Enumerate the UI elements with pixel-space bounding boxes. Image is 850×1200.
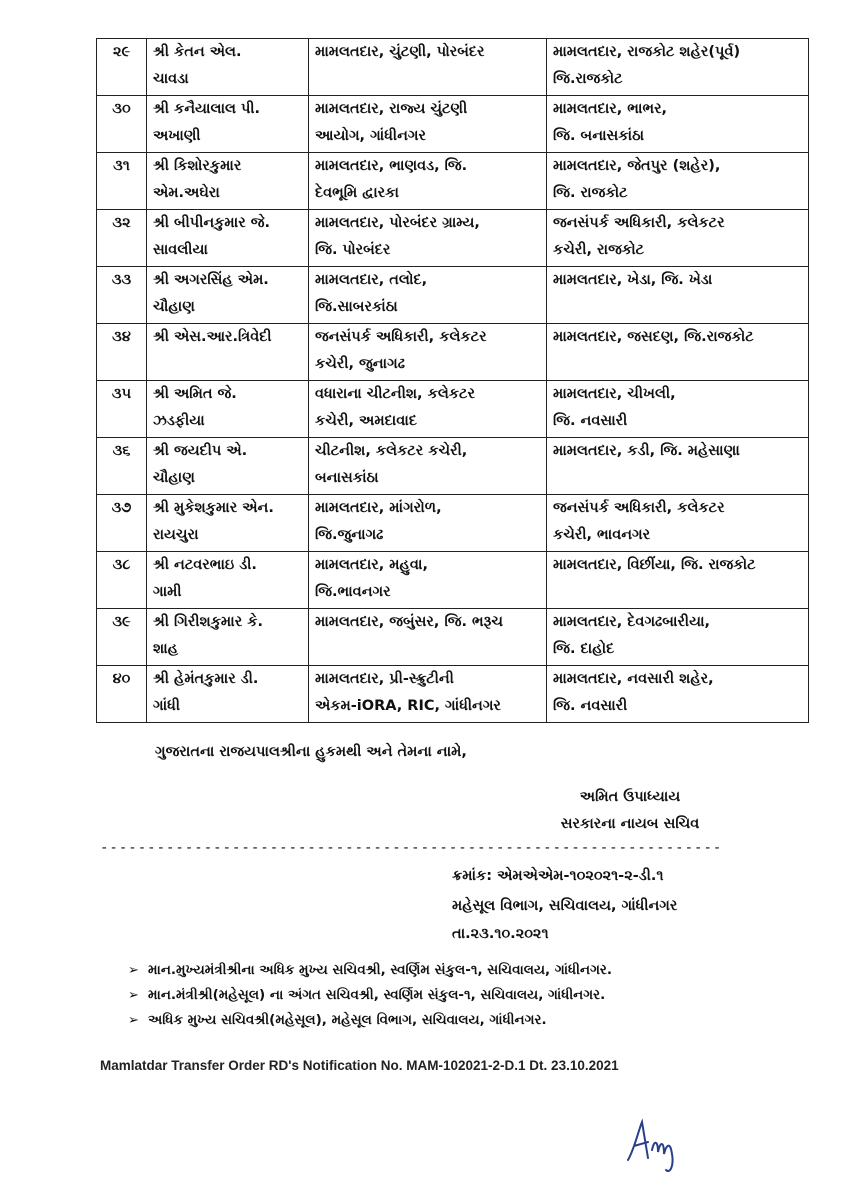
copy-text: માન.મુખ્યમંત્રીશ્રીના અધિક મુખ્ય સચિવશ્રી, સ્વર્ણિમ સંકુલ-૧, સચિવાલય, ગાંધીનગર. [148, 962, 613, 978]
new-post-cell-line: મામલતદાર, ખેડા, જિ. ખેડા [553, 272, 713, 288]
new-post-cell-line: મામલતદાર, જેતપુર (શહેર), [553, 158, 721, 174]
current-post-cell-line: કચેરી, જુનાગઢ [315, 356, 405, 372]
officer-name-cell [147, 210, 309, 267]
officer-name-cell [147, 609, 309, 666]
officer-name-cell-line: શ્રી હેમંતકુમાર ડી. [153, 671, 259, 687]
current-post-cell-line: બનાસકાંઠા [315, 470, 379, 486]
current-post-cell [309, 666, 547, 723]
new-post-cell-line: કચેરી, ભાવનગર [553, 527, 651, 543]
current-post-cell-line: મામલતદાર, મહુવા, [315, 557, 428, 573]
serial-number-cell: ૩૫ [97, 381, 147, 438]
current-post-cell-line: આયોગ, ગાંધીનગર [315, 128, 426, 144]
serial-number-cell: ૩૩ [97, 267, 147, 324]
officer-name-cell [147, 381, 309, 438]
current-post-cell-line: દેવભૂમિ દ્વારકા [315, 185, 399, 201]
new-post-cell-line: જનસંપર્ક અધિકારી, કલેકટર [553, 500, 725, 516]
footer-note: Mamlatdar Transfer Order RD's Notification No. MAM-102021-2-D.1 Dt. 23.10.2021 [100, 1058, 619, 1073]
current-post-cell-line: મામલતદાર, રાજ્ય ચુંટણી [315, 101, 468, 117]
current-post-cell [309, 324, 547, 381]
officer-name-cell-line: રાયચુરા [153, 527, 199, 543]
officer-name-cell-line: ચાવડા [153, 71, 189, 87]
officer-name-cell [147, 552, 309, 609]
signatory-title: સરકારના નાયબ સચિવ [560, 816, 700, 832]
current-post-cell-line: જિ.સાબરકાંઠા [315, 299, 398, 315]
table-row [97, 552, 809, 609]
officer-name-cell-line: અખાણી [153, 128, 201, 144]
current-post-cell-line: મામલતદાર, માંગરોળ, [315, 500, 442, 516]
current-post-cell-line: મામલતદાર, ભાણવડ, જિ. [315, 158, 468, 174]
current-post-cell-line: મામલતદાર, તલોદ, [315, 272, 428, 288]
officer-name-cell-line: શ્રી ગિરીશકુમાર કે. [153, 614, 264, 630]
serial-number-cell: ૩૭ [97, 495, 147, 552]
reference-department: મહેસૂલ વિભાગ, સચિવાલય, ગાંધીનગર [452, 898, 678, 914]
officer-name-cell-line: શ્રી અગરસિંહ એમ. [153, 272, 269, 288]
officer-name-cell-line: શ્રી જયદીપ એ. [153, 443, 248, 459]
officer-name-cell-line: શ્રી કિશોરકુમાર [153, 158, 242, 174]
officer-name-cell [147, 39, 309, 96]
copy-text: અધિક મુખ્ય સચિવશ્રી(મહેસૂલ), મહેસૂલ વિભાગ, સચિવાલય, ગાંધીનગર. [148, 1012, 547, 1028]
current-post-cell-line: મામલતદાર, પ્રી-સ્ક્રુટીની [315, 671, 454, 687]
current-post-cell [309, 210, 547, 267]
new-post-cell [547, 153, 809, 210]
current-post-cell-line: મામલતદાર, ચુંટણી, પોરબંદર [315, 44, 485, 60]
table-row [97, 495, 809, 552]
handwritten-signature [620, 1110, 690, 1180]
serial-number-cell: ૪૦ [97, 666, 147, 723]
serial-number-cell: ૩૪ [97, 324, 147, 381]
new-post-cell [547, 210, 809, 267]
officer-name-cell-line: ચૌહાણ [153, 470, 195, 486]
transfer-table [96, 38, 809, 723]
table-row [97, 153, 809, 210]
current-post-cell-line: એકમ-iORA, RIC, ગાંધીનગર [315, 698, 501, 714]
officer-name-cell [147, 324, 309, 381]
officer-name-cell-line: શ્રી બીપીનકુમાર જે. [153, 215, 270, 231]
reference-number: ક્રમાંક: એમએએમ-૧૦૨૦૨૧-૨-ડી.૧ [452, 868, 664, 884]
officer-name-cell-line: શ્રી કનૈયાલાલ પી. [153, 101, 261, 117]
new-post-cell-line: જિ. દાહોદ [553, 641, 615, 657]
table-row [97, 666, 809, 723]
new-post-cell-line: મામલતદાર, ચીખલી, [553, 386, 676, 402]
order-line: ગુજરાતના રાજયપાલશ્રીના હુકમથી અને તેમના નામે, [155, 744, 467, 760]
current-post-cell-line: જિ.જુનાગઢ [315, 527, 384, 543]
table-row [97, 324, 809, 381]
arrow-bullet-icon: ➢ [128, 963, 139, 978]
current-post-cell-line: જિ.ભાવનગર [315, 584, 391, 600]
new-post-cell [547, 267, 809, 324]
reference-date: તા.૨૩.૧૦.૨૦૨૧ [452, 926, 549, 942]
copy-item [128, 958, 612, 983]
new-post-cell-line: જિ. રાજકોટ [553, 185, 628, 201]
current-post-cell-line: વધારાના ચીટનીશ, કલેકટર [315, 386, 475, 402]
transfer-table-body [97, 39, 809, 723]
table-row [97, 267, 809, 324]
officer-name-cell-line: ગામી [153, 584, 182, 600]
current-post-cell [309, 267, 547, 324]
arrow-bullet-icon: ➢ [128, 988, 139, 1003]
new-post-cell-line: મામલતદાર, રાજકોટ શહેર(પૂર્વ) [553, 44, 741, 60]
table-row [97, 438, 809, 495]
current-post-cell-line: જિ. પોરબંદર [315, 242, 391, 258]
officer-name-cell-line: શ્રી કેતન એલ. [153, 44, 242, 60]
officer-name-cell-line: એમ.અઘેરા [153, 185, 220, 201]
new-post-cell [547, 666, 809, 723]
new-post-cell [547, 96, 809, 153]
new-post-cell-line: મામલતદાર, જસદણ, જિ.રાજકોટ [553, 329, 754, 345]
officer-name-cell-line: શ્રી એસ.આર.ત્રિવેદી [153, 329, 272, 345]
serial-number-cell: ૩૦ [97, 96, 147, 153]
table-row [97, 39, 809, 96]
current-post-cell-line: જનસંપર્ક અધિકારી, કલેકટર [315, 329, 487, 345]
table-row [97, 609, 809, 666]
officer-name-cell-line: શ્રી મુકેશકુમાર એન. [153, 500, 274, 516]
current-post-cell [309, 153, 547, 210]
serial-number-cell: ૩૯ [97, 609, 147, 666]
officer-name-cell [147, 153, 309, 210]
current-post-cell [309, 609, 547, 666]
current-post-cell [309, 552, 547, 609]
officer-name-cell-line: સાવલીયા [153, 242, 208, 258]
new-post-cell-line: મામલતદાર, નવસારી શહેર, [553, 671, 714, 687]
new-post-cell [547, 609, 809, 666]
officer-name-cell [147, 438, 309, 495]
new-post-cell [547, 381, 809, 438]
new-post-cell-line: મામલતદાર, વિછીંયા, જિ. રાજકોટ [553, 557, 756, 573]
new-post-cell [547, 438, 809, 495]
current-post-cell [309, 438, 547, 495]
officer-name-cell [147, 666, 309, 723]
arrow-bullet-icon: ➢ [128, 1013, 139, 1028]
serial-number-cell: ૩૨ [97, 210, 147, 267]
serial-number-cell: ૩૮ [97, 552, 147, 609]
copy-item [128, 983, 612, 1008]
divider: ------------------------------------------------------------------ [100, 840, 723, 856]
new-post-cell-line: મામલતદાર, દેવગઢબારીયા, [553, 614, 711, 630]
serial-number-cell: ૨૯ [97, 39, 147, 96]
officer-name-cell [147, 267, 309, 324]
new-post-cell [547, 39, 809, 96]
signatory-name: અમિત ઉપાધ્યાય [579, 789, 681, 805]
new-post-cell [547, 324, 809, 381]
officer-name-cell-line: શ્રી નટવરભાઇ ડી. [153, 557, 257, 573]
officer-name-cell-line: ગાંધી [153, 698, 180, 714]
current-post-cell-line: મામલતદાર, જબુંસર, જિ. ભરૂચ [315, 614, 503, 630]
new-post-cell-line: જિ. નવસારી [553, 413, 628, 429]
new-post-cell [547, 552, 809, 609]
officer-name-cell [147, 96, 309, 153]
current-post-cell [309, 96, 547, 153]
officer-name-cell-line: ચૌહાણ [153, 299, 195, 315]
current-post-cell-line: કચેરી, અમદાવાદ [315, 413, 417, 429]
table-row [97, 210, 809, 267]
officer-name-cell-line: શ્રી અમિત જે. [153, 386, 237, 402]
transfer-table-wrapper [96, 38, 808, 723]
serial-number-cell: ૩૧ [97, 153, 147, 210]
copy-item [128, 1008, 612, 1033]
new-post-cell-line: કચેરી, રાજકોટ [553, 242, 645, 258]
copy-list [128, 958, 612, 1033]
serial-number-cell: ૩૬ [97, 438, 147, 495]
current-post-cell [309, 381, 547, 438]
new-post-cell-line: જિ. બનાસકાંઠા [553, 128, 645, 144]
copy-text: માન.મંત્રીશ્રી(મહેસૂલ) ના અંગત સચિવશ્રી, સ્વર્ણિમ સંકુલ-૧, સચિવાલય, ગાંધીનગર. [148, 987, 606, 1003]
current-post-cell [309, 39, 547, 96]
new-post-cell-line: જિ. નવસારી [553, 698, 628, 714]
new-post-cell-line: જિ.રાજકોટ [553, 71, 623, 87]
current-post-cell-line: મામલતદાર, પોરબંદર ગ્રામ્ય, [315, 215, 480, 231]
current-post-cell [309, 495, 547, 552]
table-row [97, 96, 809, 153]
new-post-cell [547, 495, 809, 552]
new-post-cell-line: જનસંપર્ક અધિકારી, કલેકટર [553, 215, 725, 231]
officer-name-cell-line: ઝડફીયા [153, 413, 205, 429]
table-row [97, 381, 809, 438]
officer-name-cell-line: શાહ [153, 641, 179, 657]
current-post-cell-line: ચીટનીશ, કલેકટર કચેરી, [315, 443, 468, 459]
new-post-cell-line: મામલતદાર, કડી, જિ. મહેસાણા [553, 443, 740, 459]
new-post-cell-line: મામલતદાર, ભાભર, [553, 101, 668, 117]
officer-name-cell [147, 495, 309, 552]
